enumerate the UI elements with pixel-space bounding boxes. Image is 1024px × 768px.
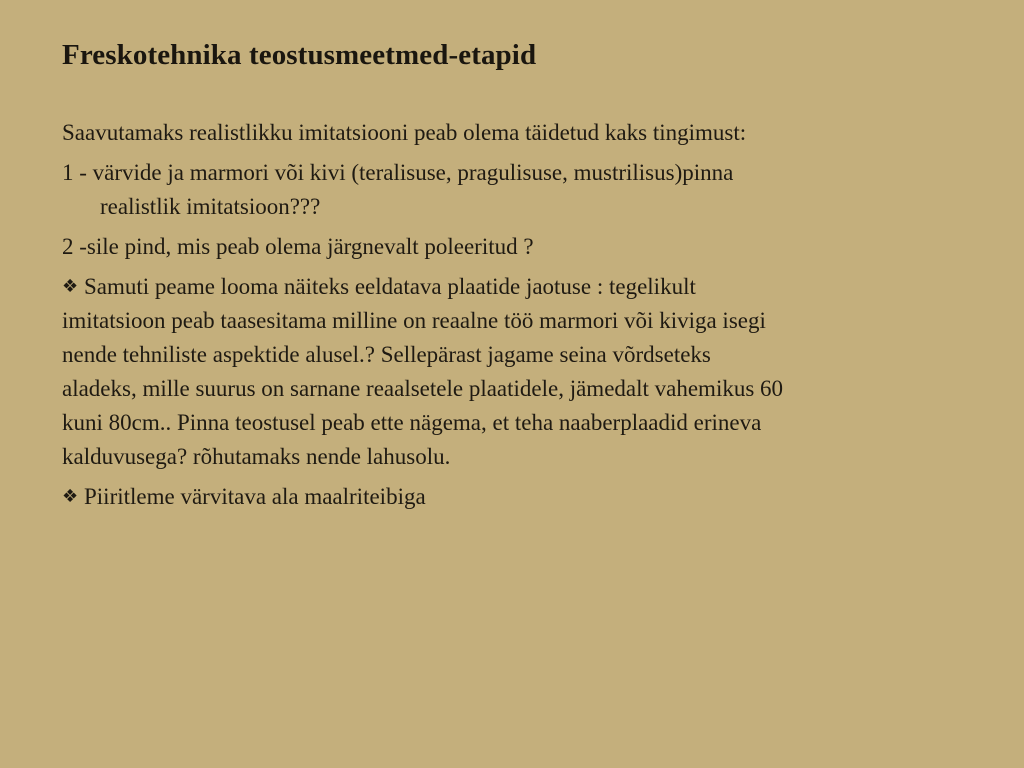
bullet-1-line-6: kalduvusega? rõhutamaks nende lahusolu. <box>62 444 451 469</box>
bullet-1-line-1-text: Samuti peame looma näiteks eeldatava plaatide jaotuse : tegelikult <box>84 274 696 299</box>
bullet-1-line-1 <box>62 270 972 304</box>
bullet-1-line-5: kuni 80cm.. Pinna teostusel peab ette nägema, et teha naaberplaadid erineva <box>62 410 762 435</box>
bullet-1-line-4: aladeks, mille suurus on sarnane reaalsetele plaatidele, jämedalt vahemikus 60 <box>62 376 784 401</box>
bullet-1-line-2: imitatsioon peab taasesitama milline on reaalne töö marmori või kiviga isegi <box>62 308 766 333</box>
slide-title: Freskotehnika teostusmeetmed-etapid <box>62 39 537 71</box>
condition-1-paragraph <box>62 156 972 224</box>
condition-1-line-1: 1 - värvide ja marmori või kivi (teralisuse, pragulisuse, mustrilisus)pinna <box>62 160 734 185</box>
bullet-2-paragraph <box>62 480 972 514</box>
bullet-2-text: Piiritleme värvitava ala maalriteibiga <box>84 484 426 509</box>
bullet-1-line-3: nende tehniliste aspektide alusel.? Sellepärast jagame seina võrdseteks <box>62 342 711 367</box>
condition-2-paragraph: 2 -sile pind, mis peab olema järgnevalt poleeritud ? <box>62 234 534 259</box>
diamond-bullet-icon: ❖ <box>62 486 79 507</box>
slide-content <box>62 116 972 520</box>
diamond-bullet-icon: ❖ <box>62 276 79 297</box>
intro-paragraph: Saavutamaks realistlikku imitatsiooni peab olema täidetud kaks tingimust: <box>62 120 747 145</box>
condition-1-line-2: realistlik imitatsioon??? <box>100 194 321 219</box>
bullet-1-paragraph <box>62 270 972 474</box>
